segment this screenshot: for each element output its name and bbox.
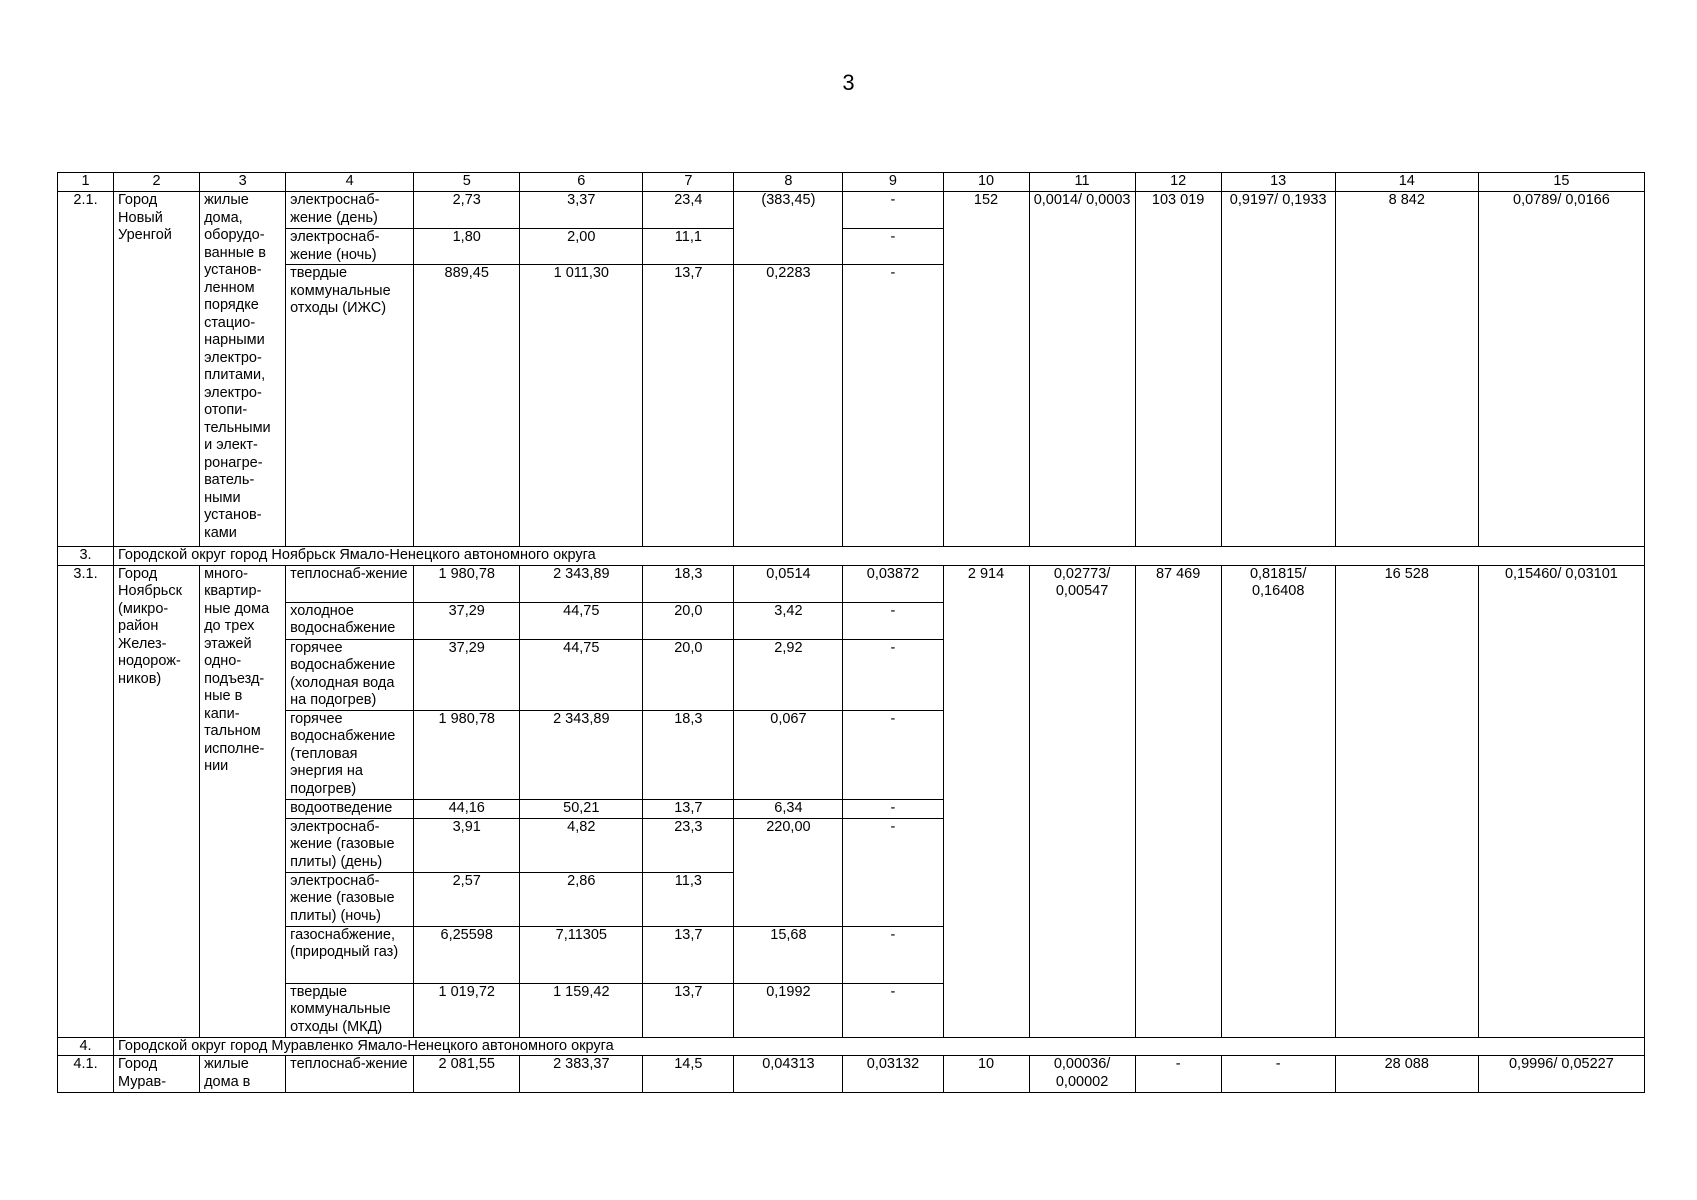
tariff-cell: 44,16	[414, 799, 520, 818]
tariff-cell: 889,45	[414, 265, 520, 547]
tariff-cell: 2,86	[520, 872, 643, 926]
summary-cell: 0,9197/ 0,1933	[1221, 192, 1335, 547]
service-name: электроснаб-жение (день)	[286, 192, 414, 229]
section-row	[58, 547, 1645, 566]
tariff-cell: 44,75	[520, 602, 643, 639]
growth-percent: 13,7	[643, 983, 734, 1037]
tariff-cell: 1 011,30	[520, 265, 643, 547]
summary-cell: 0,15460/ 0,03101	[1478, 565, 1644, 1037]
tariff-cell: 3,91	[414, 818, 520, 872]
table-row	[58, 192, 1645, 229]
col-header: 13	[1221, 173, 1335, 192]
growth-percent: 23,4	[643, 192, 734, 229]
service-name: твердые коммунальные отходы (МКД)	[286, 983, 414, 1037]
col-header: 1	[58, 173, 114, 192]
tariff-cell: 1 980,78	[414, 565, 520, 602]
row-number: 2.1.	[58, 192, 114, 547]
table-row	[58, 565, 1645, 602]
settlement-name: Город Ноябрьск (микро-район Желез-нодорож-ников)	[114, 565, 200, 1037]
volume-cell: 0,0514	[734, 565, 843, 602]
section-title: Городской округ город Муравленко Ямало-Ненецкого автономного округа	[114, 1037, 1645, 1056]
volume-cell: 0,1992	[734, 983, 843, 1037]
col-header: 14	[1335, 173, 1478, 192]
tariff-cell: 4,82	[520, 818, 643, 872]
tariff-cell: 50,21	[520, 799, 643, 818]
volume-cell: 220,00	[734, 818, 843, 926]
summary-cell: 16 528	[1335, 565, 1478, 1037]
tariff-cell: 37,29	[414, 602, 520, 639]
summary-cell: 0,0789/ 0,0166	[1478, 192, 1644, 547]
col-header: 9	[843, 173, 943, 192]
header-row	[58, 173, 1645, 192]
tariff-cell: 1,80	[414, 229, 520, 265]
service-name: твердые коммунальные отходы (ИЖС)	[286, 265, 414, 547]
volume-cell: -	[843, 265, 943, 547]
section-number: 4.	[58, 1037, 114, 1056]
tariff-cell: 2,00	[520, 229, 643, 265]
col-header: 5	[414, 173, 520, 192]
summary-cell: 87 469	[1135, 565, 1221, 1037]
col-header: 11	[1029, 173, 1135, 192]
volume-cell: 2,92	[734, 639, 843, 710]
col-header: 10	[943, 173, 1029, 192]
volume-cell: 15,68	[734, 926, 843, 983]
summary-cell: 0,02773/ 0,00547	[1029, 565, 1135, 1037]
summary-cell: -	[1135, 1056, 1221, 1093]
summary-cell: 0,81815/ 0,16408	[1221, 565, 1335, 1037]
tariff-cell: 1 159,42	[520, 983, 643, 1037]
settlement-name: Город Новый Уренгой	[114, 192, 200, 547]
summary-cell: 8 842	[1335, 192, 1478, 547]
col-header: 2	[114, 173, 200, 192]
service-name: электроснаб-жение (газовые плиты) (ночь)	[286, 872, 414, 926]
volume-cell: 6,34	[734, 799, 843, 818]
volume-cell: -	[843, 710, 943, 799]
growth-percent: 13,7	[643, 265, 734, 547]
volume-cell: -	[843, 192, 943, 229]
tariff-cell: 6,25598	[414, 926, 520, 983]
col-header: 15	[1478, 173, 1644, 192]
growth-percent: 20,0	[643, 602, 734, 639]
growth-percent: 14,5	[643, 1056, 734, 1093]
table-row	[58, 1056, 1645, 1093]
service-name: горячее водоснабжение (холодная вода на подогрев)	[286, 639, 414, 710]
col-header: 12	[1135, 173, 1221, 192]
housing-type: жилые дома, оборудо-ванные в установ-ленном порядке стацио-нарными электро-плитами, электро-отопи-тельными и элект-ронагре-ватель-ными установ-ками	[200, 192, 286, 547]
section-row	[58, 1037, 1645, 1056]
summary-cell: 2 914	[943, 565, 1029, 1037]
volume-cell: (383,45)	[734, 192, 843, 265]
tariff-cell: 2,73	[414, 192, 520, 229]
summary-cell: -	[1221, 1056, 1335, 1093]
growth-percent: 13,7	[643, 799, 734, 818]
volume-cell: 0,067	[734, 710, 843, 799]
volume-cell: -	[843, 602, 943, 639]
volume-cell: 0,03872	[843, 565, 943, 602]
volume-cell: 0,04313	[734, 1056, 843, 1093]
volume-cell: -	[843, 229, 943, 265]
growth-percent: 23,3	[643, 818, 734, 872]
col-header: 4	[286, 173, 414, 192]
service-name: холодное водоснабжение	[286, 602, 414, 639]
page-number: 3	[842, 70, 855, 95]
tariff-cell: 2 383,37	[520, 1056, 643, 1093]
tariff-table	[57, 172, 1645, 1093]
volume-cell: 3,42	[734, 602, 843, 639]
summary-cell: 10	[943, 1056, 1029, 1093]
growth-percent: 11,1	[643, 229, 734, 265]
growth-percent: 13,7	[643, 926, 734, 983]
volume-cell: -	[843, 818, 943, 926]
tariff-cell: 2 343,89	[520, 565, 643, 602]
row-number: 4.1.	[58, 1056, 114, 1093]
service-name: теплоснаб-жение	[286, 1056, 414, 1093]
volume-cell: 0,2283	[734, 265, 843, 547]
summary-cell: 0,9996/ 0,05227	[1478, 1056, 1644, 1093]
housing-type: много-квартир-ные дома до трех этажей одно-подъезд-ные в капи-тальном исполне-нии	[200, 565, 286, 1037]
tariff-cell: 1 980,78	[414, 710, 520, 799]
volume-cell: -	[843, 639, 943, 710]
summary-cell: 152	[943, 192, 1029, 547]
col-header: 7	[643, 173, 734, 192]
summary-cell: 0,00036/ 0,00002	[1029, 1056, 1135, 1093]
volume-cell: -	[843, 983, 943, 1037]
col-header: 6	[520, 173, 643, 192]
volume-cell: -	[843, 799, 943, 818]
volume-cell: -	[843, 926, 943, 983]
housing-type: жилые дома в	[200, 1056, 286, 1093]
tariff-cell: 2 081,55	[414, 1056, 520, 1093]
tariff-cell: 2 343,89	[520, 710, 643, 799]
volume-cell: 0,03132	[843, 1056, 943, 1093]
service-name: горячее водоснабжение (тепловая энергия на подогрев)	[286, 710, 414, 799]
tariff-cell: 3,37	[520, 192, 643, 229]
summary-cell: 103 019	[1135, 192, 1221, 547]
service-name: газоснабжение, (природный газ)	[286, 926, 414, 983]
summary-cell: 0,0014/ 0,0003	[1029, 192, 1135, 547]
summary-cell: 28 088	[1335, 1056, 1478, 1093]
growth-percent: 18,3	[643, 565, 734, 602]
col-header: 8	[734, 173, 843, 192]
tariff-cell: 44,75	[520, 639, 643, 710]
service-name: электроснаб-жение (газовые плиты) (день)	[286, 818, 414, 872]
tariff-cell: 7,11305	[520, 926, 643, 983]
section-title: Городской округ город Ноябрьск Ямало-Ненецкого автономного округа	[114, 547, 1645, 566]
section-number: 3.	[58, 547, 114, 566]
col-header: 3	[200, 173, 286, 192]
tariff-cell: 37,29	[414, 639, 520, 710]
growth-percent: 11,3	[643, 872, 734, 926]
service-name: электроснаб-жение (ночь)	[286, 229, 414, 265]
settlement-name: Город Мурав-	[114, 1056, 200, 1093]
service-name: водоотведение	[286, 799, 414, 818]
tariff-cell: 1 019,72	[414, 983, 520, 1037]
tariff-cell: 2,57	[414, 872, 520, 926]
growth-percent: 18,3	[643, 710, 734, 799]
row-number: 3.1.	[58, 565, 114, 1037]
growth-percent: 20,0	[643, 639, 734, 710]
service-name: теплоснаб-жение	[286, 565, 414, 602]
